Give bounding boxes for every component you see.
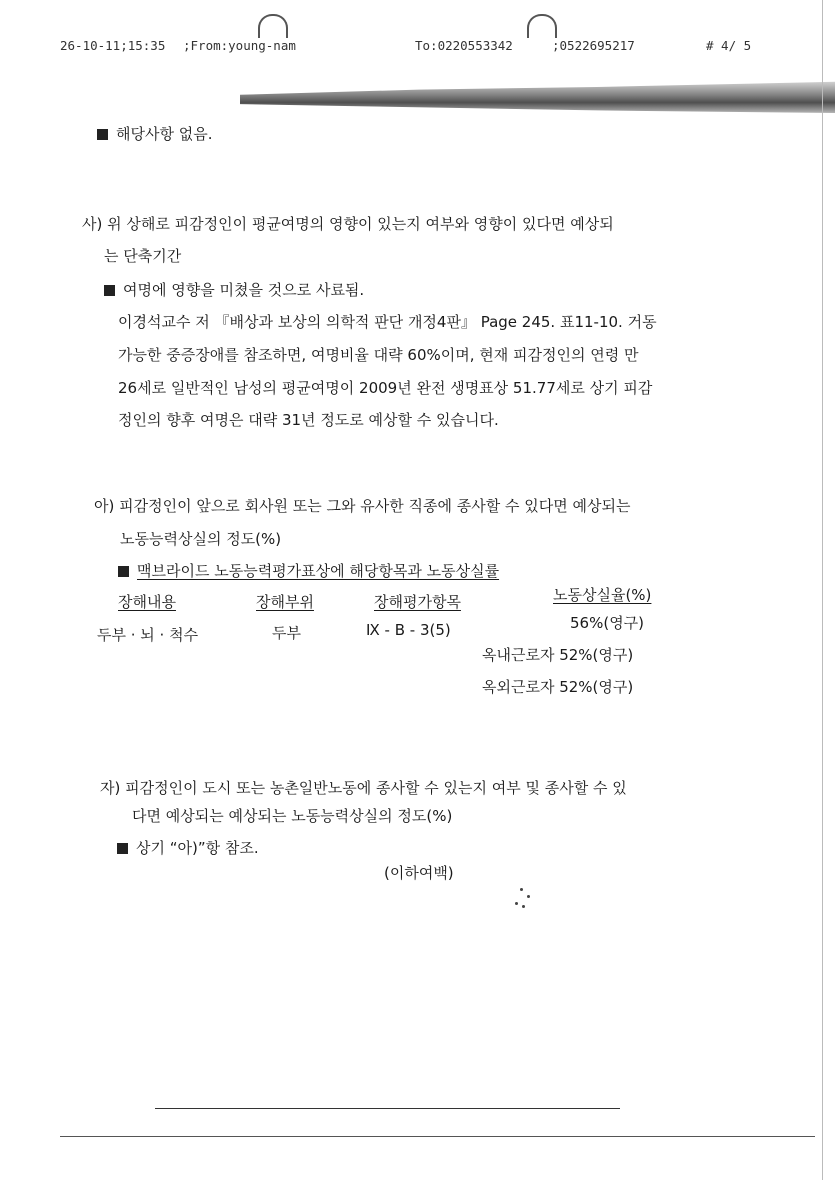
section-a-question-line1: 아) 피감정인이 앞으로 회사원 또는 그와 유사한 직종에 종사할 수 있다면 예상되는 (94, 497, 631, 515)
fax-to-secondary: ;0522695217 (552, 38, 635, 53)
section-sa-question-line2: 는 단축기간 (104, 247, 182, 265)
fax-to: To:0220553342 (415, 38, 513, 53)
staple-mark (527, 14, 557, 38)
scan-speck (522, 905, 525, 908)
table-extra-indoor: 옥내근로자 52%(영구) (482, 646, 634, 664)
square-bullet-icon (104, 285, 115, 296)
section-ja-answer (117, 838, 259, 858)
fax-scan-smudge (240, 74, 835, 126)
square-bullet-icon (118, 566, 129, 577)
table-header-loss-rate: 노동상실율(%) (553, 586, 652, 604)
fax-from: ;From:young-nam (183, 38, 296, 53)
table-cell-loss-rate: 56%(영구) (570, 614, 645, 632)
section-ja-question-line2: 다면 예상되는 예상되는 노동능력상실의 정도(%) (132, 807, 453, 825)
table-header-disability: 장해내용 (118, 593, 176, 611)
section-sa-detail-line4: 정인의 향후 여명은 대략 31년 정도로 예상할 수 있습니다. (118, 411, 499, 429)
footer-rule-bottom (60, 1136, 815, 1137)
section-sa-question-line1: 사) 위 상해로 피감정인이 평균여명의 영향이 있는지 여부와 영향이 있다면 예상되 (82, 215, 614, 233)
answer-text: 여명에 영향을 미쳤을 것으로 사료됨. (123, 281, 365, 299)
table-header-region: 장해부위 (256, 593, 314, 611)
table-header-assessment: 장해평가항목 (374, 593, 461, 611)
item-text: 해당사항 없음. (116, 125, 213, 143)
scan-speck (520, 888, 523, 891)
answer-text: 상기 “아)”항 참조. (136, 839, 259, 857)
section-sa-detail-line1: 이경석교수 저 『배상과 보상의 의학적 판단 개정4판』 Page 245. 표11-10. 거동 (118, 313, 657, 331)
square-bullet-icon (97, 129, 108, 140)
table-cell-assessment: Ⅸ - B - 3(5) (366, 621, 451, 639)
section-a-question-line2: 노동능력상실의 정도(%) (120, 530, 282, 548)
item-no-applicable (97, 124, 212, 144)
fax-header (0, 38, 835, 62)
fax-datetime: 26-10-11;15:35 (60, 38, 166, 53)
section-sa-detail-line2: 가능한 중증장애를 참조하면, 여명비율 대략 60%이며, 현재 피감정인의 연령 만 (118, 346, 639, 364)
section-sa-answer (104, 280, 364, 300)
section-sa-detail-line3: 26세로 일반적인 남성의 평균여명이 2009년 완전 생명표상 51.77세로 상기 피감 (118, 379, 653, 397)
square-bullet-icon (117, 843, 128, 854)
answer-text: 맥브라이드 노동능력평가표상에 해당항목과 노동상실률 (137, 562, 500, 580)
scan-speck (515, 902, 518, 905)
section-ja-question-line1: 자) 피감정인이 도시 또는 농촌일반노동에 종사할 수 있는지 여부 및 종사할 수 있 (100, 779, 627, 797)
closing-mark: (이하여백) (384, 864, 454, 882)
footer-rule-top (155, 1108, 620, 1109)
staple-mark (258, 14, 288, 38)
section-a-answer (118, 561, 499, 581)
table-cell-disability: 두부 · 뇌 · 척수 (97, 626, 199, 644)
fax-page-number: # 4/ 5 (706, 38, 752, 53)
page-edge (822, 0, 823, 1180)
table-extra-outdoor: 옥외근로자 52%(영구) (482, 678, 634, 696)
scan-speck (527, 895, 530, 898)
table-cell-region: 두부 (272, 624, 301, 642)
